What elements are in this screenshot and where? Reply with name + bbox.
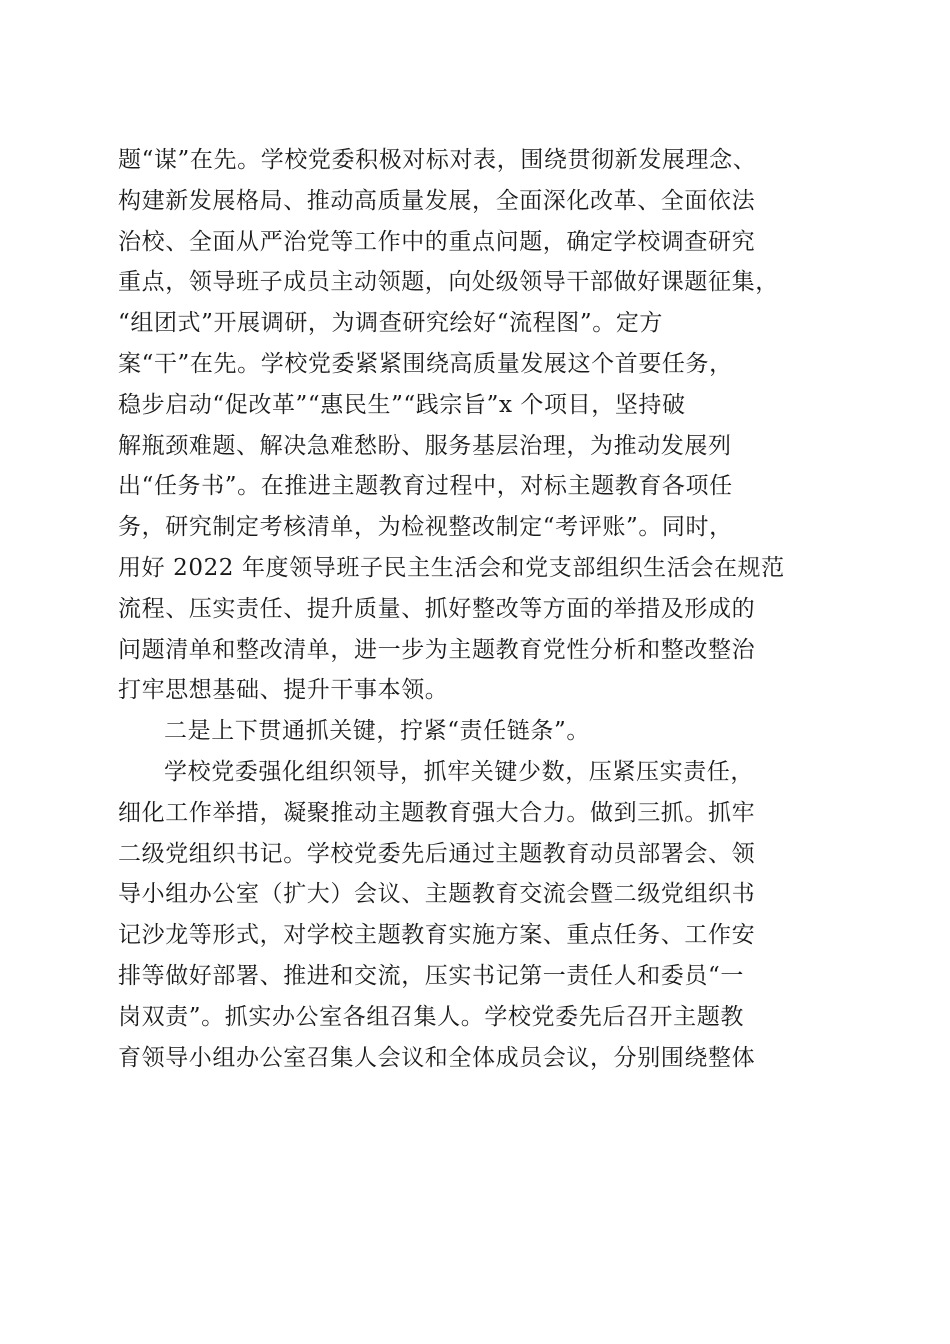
text-line: 流程、压实责任、提升质量、抓好整改等方面的举措及形成的 (118, 595, 756, 622)
text-line: 稳步启动“促改革”“惠民生”“践宗旨”x 个项目，坚持破 (118, 391, 686, 418)
text-line: 问题清单和整改清单，进一步为主题教育党性分析和整改整治 (118, 636, 756, 663)
text-line: 解瓶颈难题、解决急难愁盼、服务基层治理，为推动发展列 (118, 432, 732, 459)
text-line: 题“谋”在先。学校党委积极对标对表，围绕贯彻新发展理念、 (118, 147, 757, 173)
text-line: 构建新发展格局、推动高质量发展，全面深化改革、全面依法 (118, 187, 756, 214)
text-line: 治校、全面从严治党等工作中的重点问题，确定学校调查研究 (118, 228, 756, 255)
document-page (118, 140, 830, 1078)
text-line: 案“干”在先。学校党委紧紧围绕高质量发展这个首要任务， (118, 350, 733, 377)
text-line: 导小组办公室（扩大）会议、主题教育交流会暨二级党组织书 (118, 881, 756, 908)
text-line: 岗双责”。抓实办公室各组召集人。学校党委先后召开主题教 (118, 1003, 744, 1030)
text-line: 打牢思想基础、提升干事本领。 (118, 677, 449, 704)
text-line: 排等做好部署、推进和交流，压实书记第一责任人和委员“一 (118, 962, 744, 989)
text-line: 育领导小组办公室召集人会议和全体成员会议，分别围绕整体 (118, 1044, 756, 1071)
text-line: 务，研究制定考核清单，为检视整改制定“考评账”。同时， (118, 514, 733, 541)
section-heading: 二是上下贯通抓关键，拧紧“责任链条”。 (164, 718, 590, 745)
text-line: 细化工作举措，凝聚推动主题教育强大合力。做到三抓。抓牢 (118, 799, 756, 826)
text-line: 重点，领导班子成员主动领题，向处级领导干部做好课题征集， (118, 269, 779, 296)
text-line: 出“任务书”。在推进主题教育过程中，对标主题教育各项任 (118, 473, 733, 500)
text-line: “组团式”开展调研，为调查研究绘好“流程图”。定方 (118, 310, 664, 337)
text-line: 二级党组织书记。学校党委先后通过主题教育动员部署会、领 (118, 840, 756, 867)
text-line: 记沙龙等形式，对学校主题教育实施方案、重点任务、工作安 (118, 922, 756, 949)
text-line: 学校党委强化组织领导，抓牢关键少数，压紧压实责任， (164, 758, 754, 785)
text-line: 用好 2022 年度领导班子民主生活会和党支部组织生活会在规范 (118, 554, 785, 581)
